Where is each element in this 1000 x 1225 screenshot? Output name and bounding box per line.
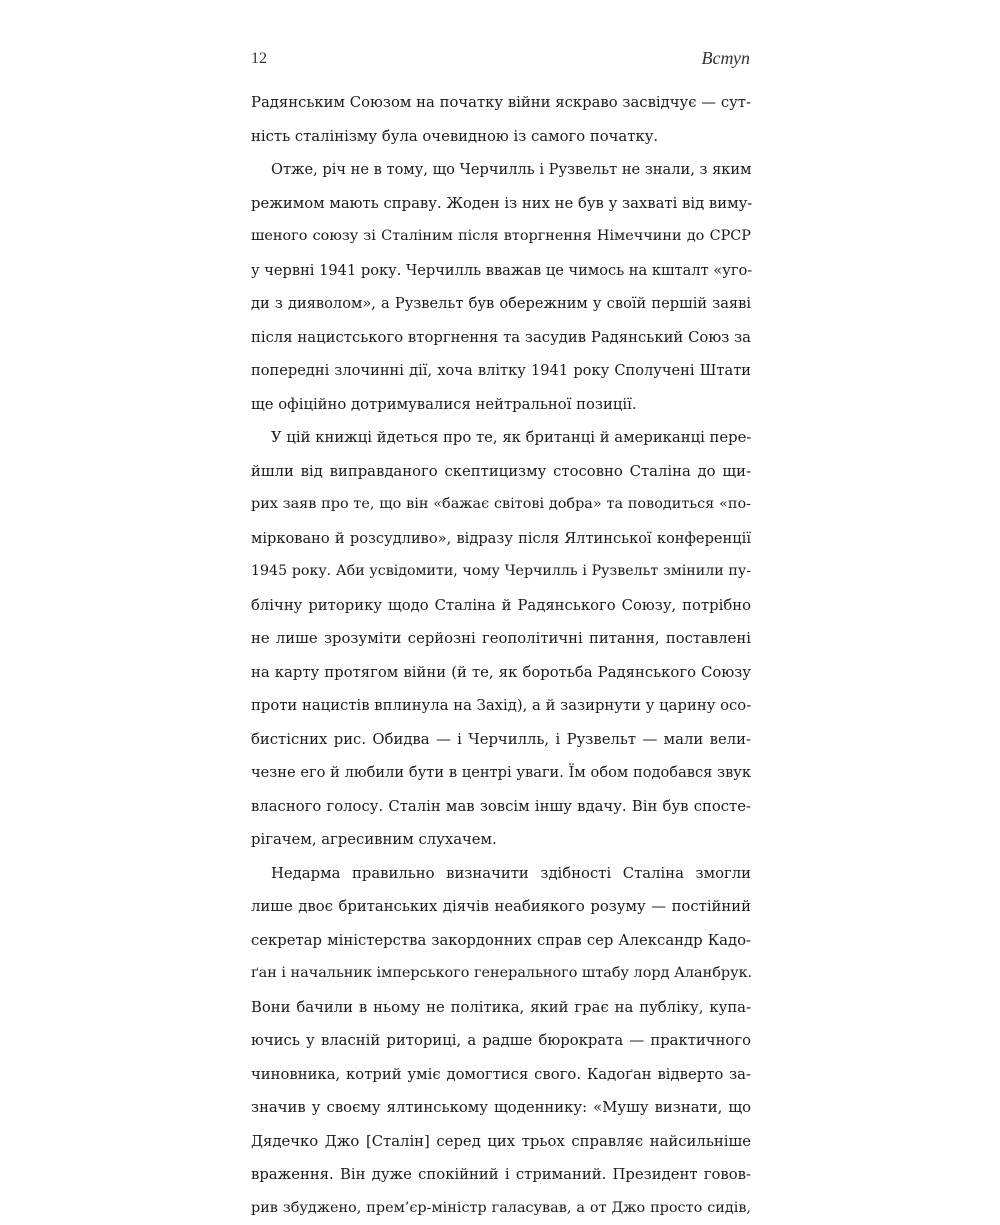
text-line: У цій книжці йдеться про те, як британці й американці пере-	[251, 421, 751, 455]
text-line: лише двоє британських діячів неабиякого розуму — постійний	[251, 890, 751, 924]
text-line: Вони бачили в ньому не політика, який грає на публіку, купа-	[251, 991, 751, 1025]
text-line: секретар міністерства закордонних справ сер Александр Кадо-	[251, 924, 751, 958]
text-line: значив у своєму ялтинському щоденнику: «Мушу визнати, що	[251, 1091, 751, 1125]
text-line: ґан і начальник імперського генерального штабу лорд Аланбрук.	[251, 957, 751, 991]
text-line: Недарма правильно визначити здібності Сталіна змогли	[251, 857, 751, 891]
text-line: бистісних рис. Обидва — і Черчилль, і Рузвельт — мали вели-	[251, 723, 751, 757]
text-line: не лише зрозуміти серйозні геополітичні питання, поставлені	[251, 622, 751, 656]
text-line: враження. Він дуже спокійний і стриманий. Президент говов-	[251, 1158, 751, 1192]
text-line: рих заяв про те, що він «бажає світові добра» та поводиться «по-	[251, 488, 751, 522]
text-line: ди з дияволом», а Рузвельт був обережним у своїй першій заяві	[251, 287, 751, 321]
text-line: Отже, річ не в тому, що Черчилль і Рузвельт не знали, з яким	[251, 153, 751, 187]
running-head: Вступ	[701, 48, 750, 69]
text-line: 1945 року. Аби усвідомити, чому Черчилль і Рузвельт змінили пу-	[251, 555, 751, 589]
text-line: попередні злочинні дії, хоча влітку 1941 року Сполучені Штати	[251, 354, 751, 388]
text-line: рігачем, агресивним слухачем.	[251, 823, 751, 857]
text-line: після нацистського вторгнення та засудив Радянський Союз за	[251, 321, 751, 355]
text-line: Радянським Союзом на початку війни яскраво засвідчує — сут-	[251, 86, 751, 120]
text-line: проти нацистів вплинула на Захід), а й зазирнути у царину осо-	[251, 689, 751, 723]
text-line: режимом мають справу. Жоден із них не був у захваті від виму-	[251, 187, 751, 221]
paragraph	[251, 857, 751, 1225]
page-number: 12	[251, 50, 267, 68]
text-line: власного голосу. Сталін мав зовсім іншу вдачу. Він був спосте-	[251, 790, 751, 824]
paragraph	[251, 86, 751, 153]
text-line: шеного союзу зі Сталіним після вторгнення Німеччини до СРСР	[251, 220, 751, 254]
text-line: ючись у власній риториці, а радше бюрократа — практичного	[251, 1024, 751, 1058]
text-line: чезне его й любили бути в центрі уваги. Їм обом подобався звук	[251, 756, 751, 790]
text-line: чиновника, котрий уміє домогтися свого. Кадоґан відверто за-	[251, 1058, 751, 1092]
text-line: у червні 1941 року. Черчилль вважав це чимось на кшталт «уго-	[251, 254, 751, 288]
text-line: мірковано й розсудливо», відразу після Ялтинської конференції	[251, 522, 751, 556]
text-line: рив збуджено, прем’єр-міністр галасував, а от Джо просто сидів,	[251, 1192, 751, 1225]
text-line: Дядечко Джо [Сталін] серед цих трьох справляє найсильніше	[251, 1125, 751, 1159]
text-line: йшли від виправданого скептицизму стосовно Сталіна до щи-	[251, 455, 751, 489]
text-line: на карту протягом війни (й те, як боротьба Радянського Союзу	[251, 656, 751, 690]
body-text	[251, 86, 751, 1225]
text-line: ність сталінізму була очевидною із самого початку.	[251, 120, 751, 154]
text-line: блічну риторику щодо Сталіна й Радянського Союзу, потрібно	[251, 589, 751, 623]
paragraph	[251, 153, 751, 421]
paragraph	[251, 421, 751, 857]
text-line: ще офіційно дотримувалися нейтральної позиції.	[251, 388, 751, 422]
